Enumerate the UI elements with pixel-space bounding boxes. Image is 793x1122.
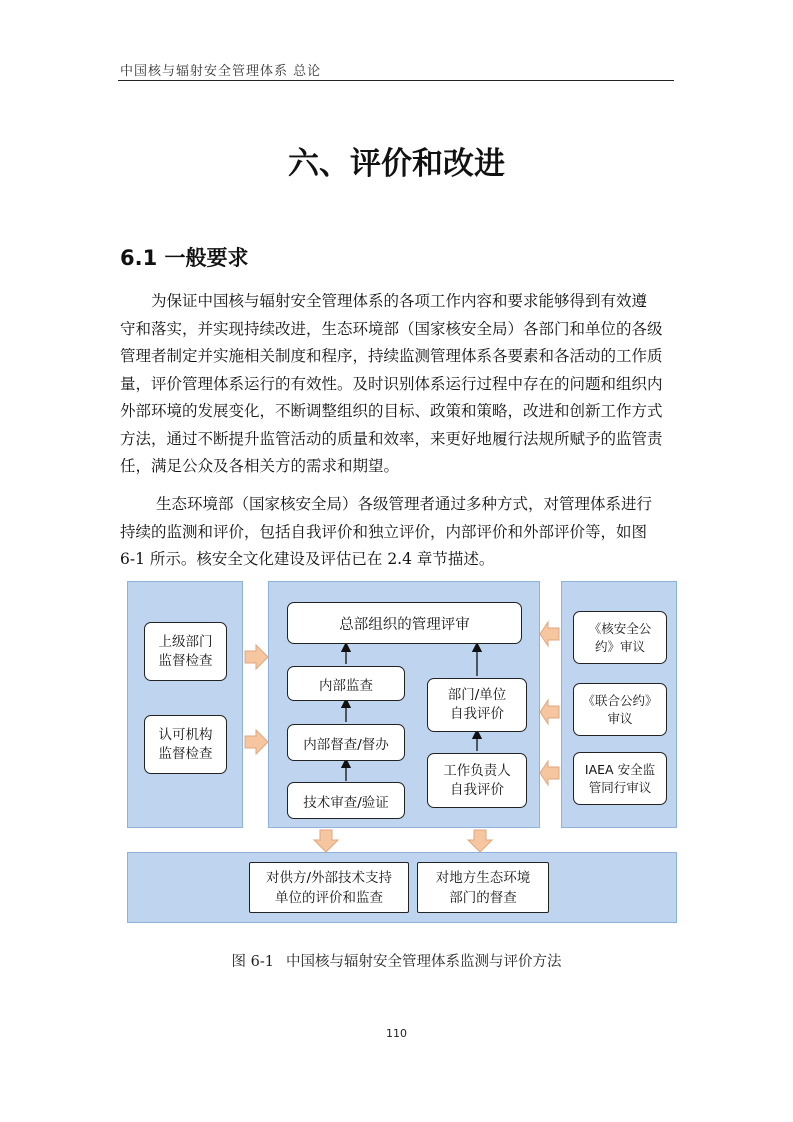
workleader-self-evaluation-box [427,753,527,808]
box-label: 《核安全公 约》审议 [588,620,652,654]
page-number: 110 [386,1027,407,1040]
box-label: IAEA 安全监 管同行审议 [584,761,656,795]
box-label: 技术审查/验证 [303,794,389,811]
local-department-supervision-box [417,862,549,913]
box-label: 《联合公约》 审议 [582,692,658,726]
nuclear-safety-convention-box [573,611,667,664]
superior-inspection-box [144,622,227,681]
section-title: 6.1 一般要求 [120,246,249,270]
paragraph-line: 管理者制定并实施相关制度和程序，持续监测管理体系各要素和各活动的工作质 [120,347,663,365]
paragraph-line: 方法，通过不断提升监管活动的质量和效率，来更好地履行法规所赋予的监管责 [120,429,663,448]
caption-number: 图 6-1 [231,954,274,970]
box-label: 部门/单位 自我评价 [447,687,507,722]
block-arrow-right [245,730,268,754]
paragraph-line: 生态环境部（国家核安全局）各级管理者通过多种方式，对管理体系进行 [156,495,653,513]
paragraph-line: 任，满足公众及各相关方的需求和期望。 [120,457,400,475]
paragraph-line: 量，评价管理体系运行的有效性。及时识别体系运行过程中存在的问题和组织内 [120,374,663,393]
joint-convention-box [573,683,667,736]
iaea-peer-review-box [573,752,667,805]
box-label: 工作负责人 自我评价 [443,762,511,798]
caption-text: 中国核与辐射安全管理体系监测与评价方法 [285,954,562,970]
chapter-title: 六、评价和改进 [288,146,505,182]
supplier-evaluation-box [249,862,409,913]
block-arrow-down [468,830,492,852]
box-label: 总部组织的管理评审 [339,616,470,633]
management-review-box [287,602,522,644]
block-arrow-left [540,761,559,785]
paragraph-line: 6-1 所示。核安全文化建设及评估已在 2.4 章节描述。 [120,550,495,568]
figure-caption [0,950,793,971]
box-label: 认可机构 监督检查 [158,726,213,762]
box-label: 对地方生态环境 部门的督查 [435,869,531,906]
running-head: 中国核与辐射安全管理体系 总论 [120,64,322,79]
box-label: 对供方/外部技术支持 单位的评价和监查 [265,869,393,906]
block-arrow-left [540,622,559,646]
block-arrow-right [245,645,268,669]
block-arrow-left [540,700,559,724]
dept-self-evaluation-box [427,678,527,732]
block-arrow-down [314,830,338,852]
paragraph-line: 为保证中国核与辐射安全管理体系的各项工作内容和要求能够得到有效遵 [151,292,648,310]
accreditation-inspection-box [144,715,227,774]
paragraph-line: 守和落实，并实现持续改进，生态环境部（国家核安全局）各部门和单位的各级 [120,319,663,338]
paragraph-line: 外部环境的发展变化，不断调整组织的目标、政策和策略，改进和创新工作方式 [120,402,663,420]
box-label: 上级部门 监督检查 [158,633,213,669]
box-label: 内部监查 [319,677,373,694]
paragraph-line: 持续的监测和评价，包括自我评价和独立评价，内部评价和外部评价等，如图 [120,522,648,541]
internal-supervision-box [287,724,405,761]
technical-review-box [287,782,405,819]
box-label: 内部督查/督办 [303,736,389,753]
internal-audit-box [287,666,405,701]
